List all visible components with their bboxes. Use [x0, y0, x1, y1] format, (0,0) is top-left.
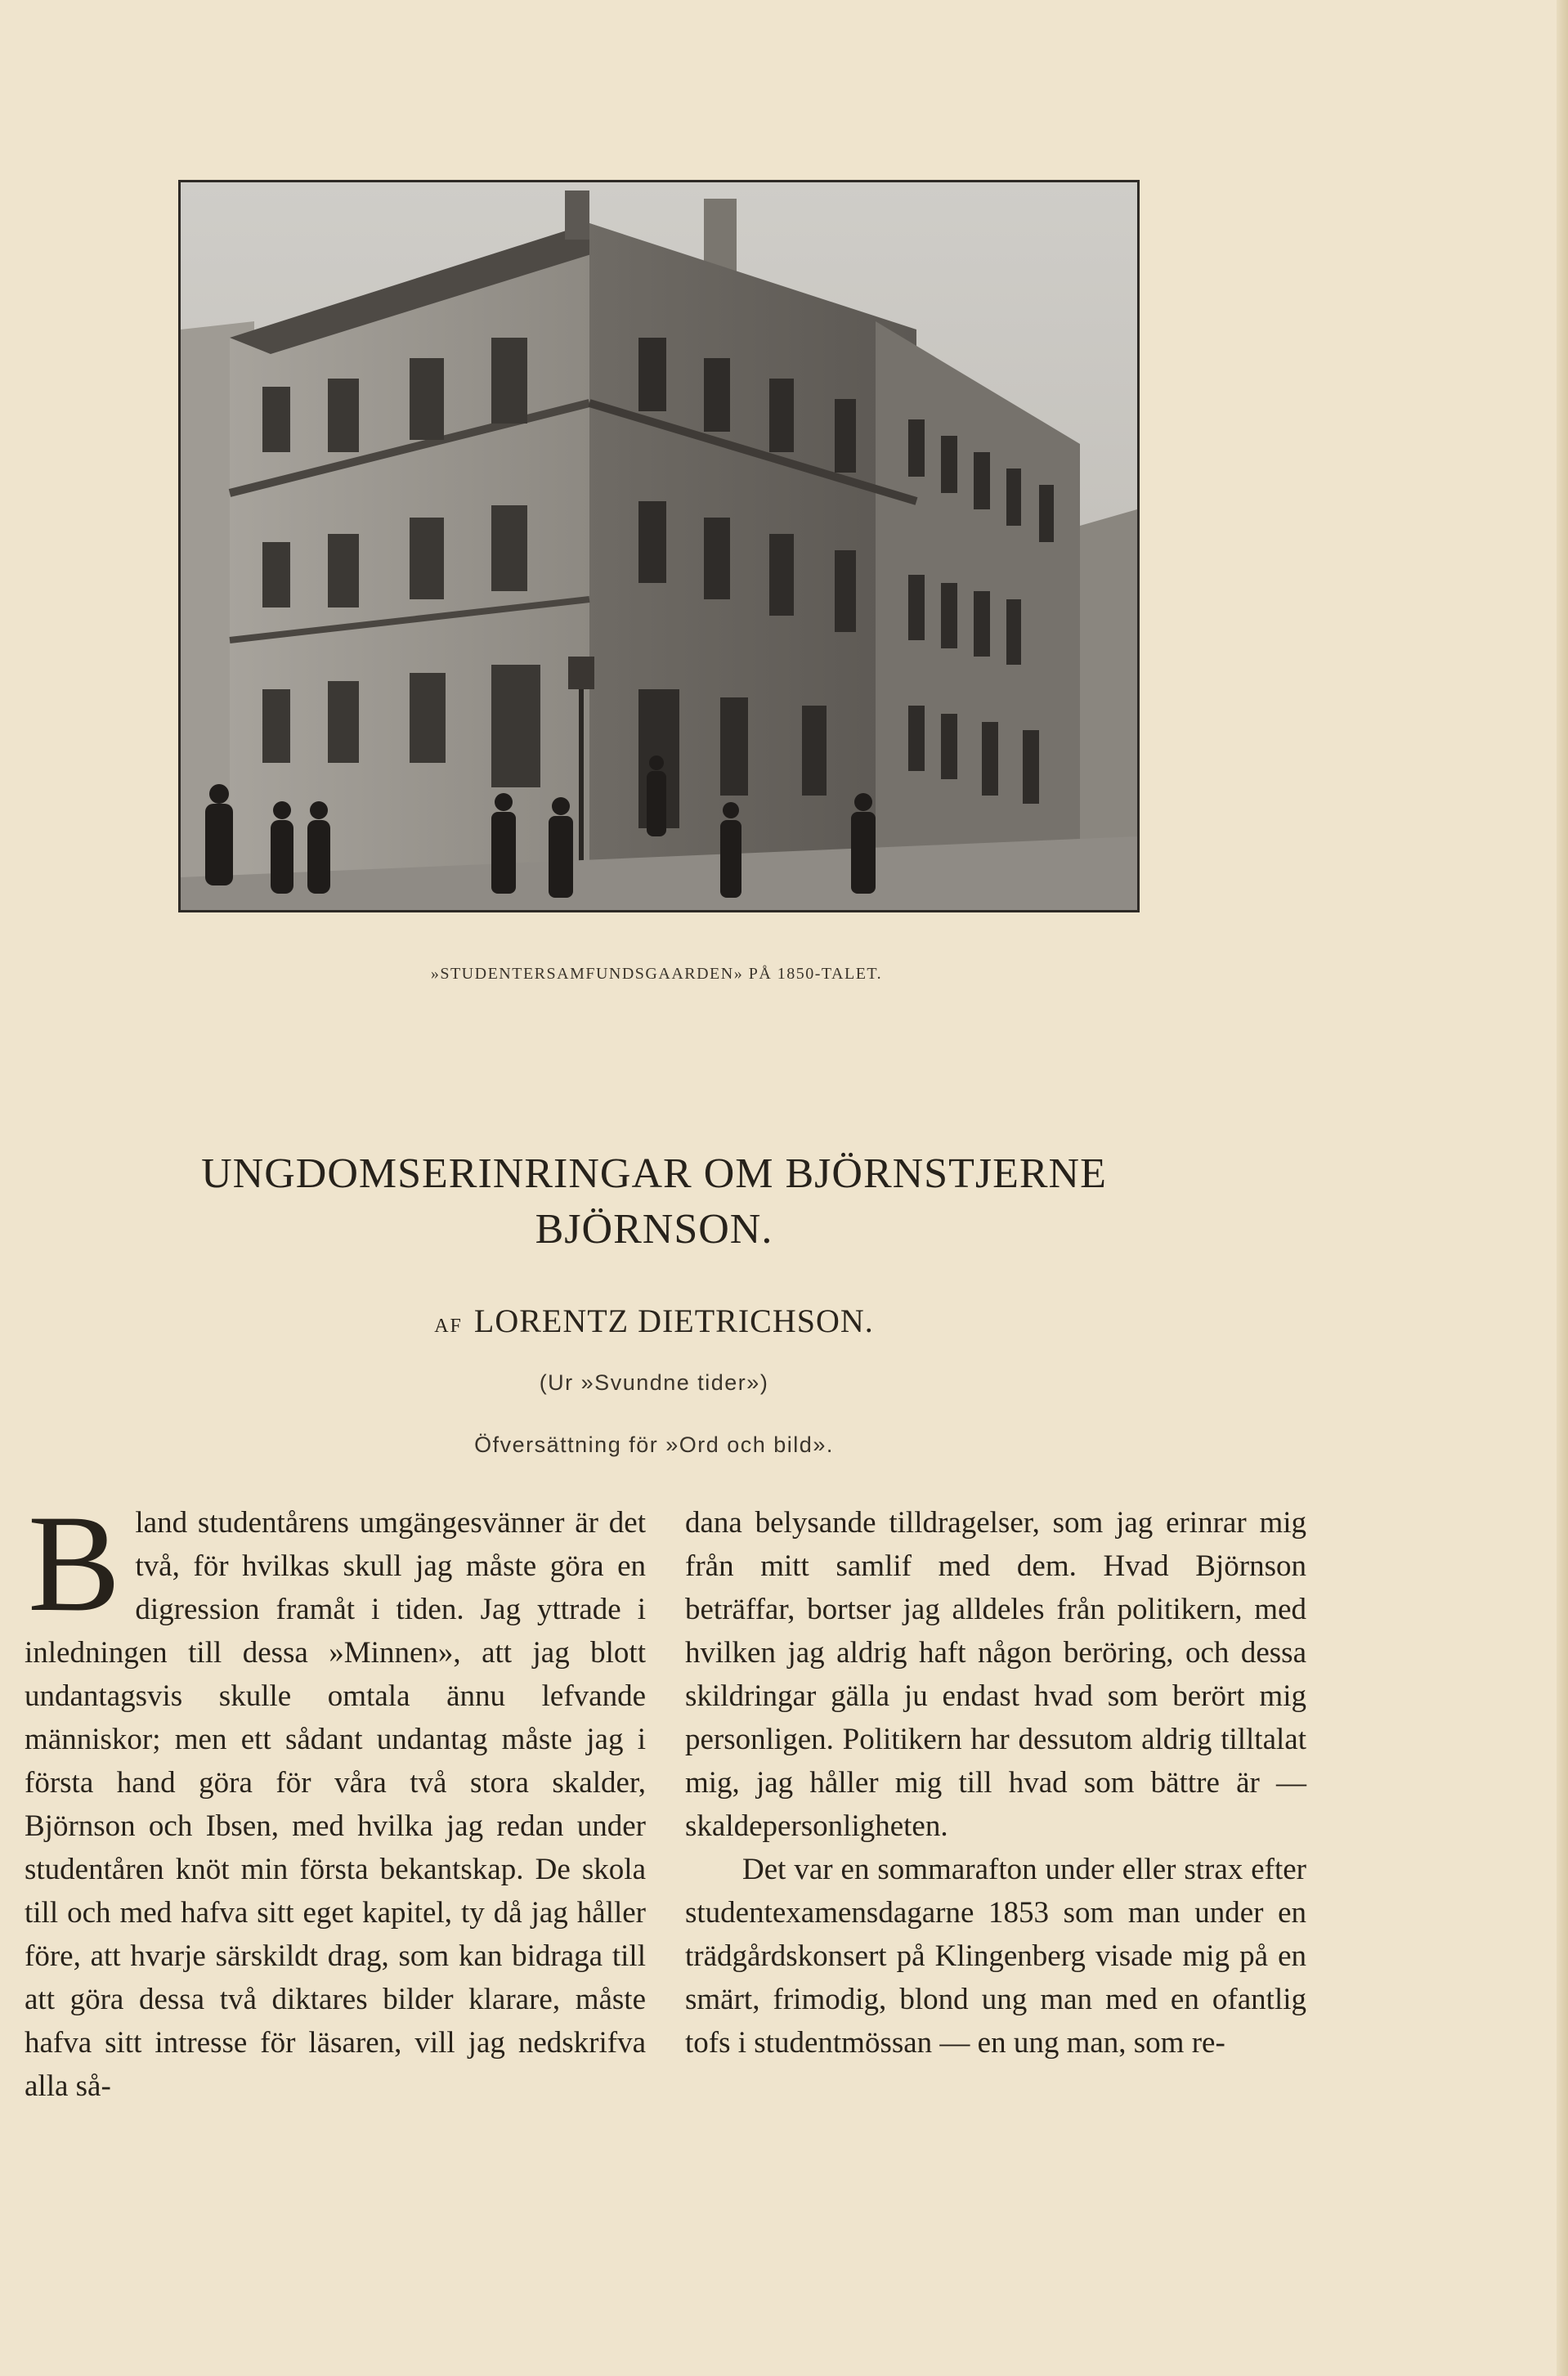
- left-column: [25, 1486, 646, 2108]
- source-note: (Ur »Svundne tider»): [539, 1370, 769, 1395]
- left-paragraph-text: land studentårens umgängesvänner är det två, för hvilkas skull jag måste göra en digression framåt i tiden. Jag yttrade i inledningen till dessa »Minnen», att jag blott undantagsvis skulle omtala ännu lefvande människor; men ett sådant undantag måste jag i första hand göra för våra två stora skalder, Björnson och Ibsen, med hvilka jag redan under studentåren knöt min första bekantskap. De skola till och med hafva sitt eget kapitel, ty då jag håller före, att hvarje särskildt drag, som kan bidraga till att göra dessa två diktares bilder klarare, måste hafva sitt intresse för läsaren, vill jag nedskrifva alla så-: [25, 1506, 646, 2103]
- article-title: UNGDOMSERINRINGAR OM BJÖRNSTJERNE BJÖRNSON.: [201, 1150, 1107, 1253]
- right-column: [685, 1501, 1306, 2064]
- photo-caption: »STUDENTERSAMFUNDSGAARDEN» PÅ 1850-TALET.: [430, 965, 883, 983]
- author-line: [123, 1302, 1185, 1340]
- author-prefix: AF: [434, 1316, 463, 1337]
- right-paragraph-2: Det var en sommarafton under eller strax efter studentexamensdagarne 1853 som man under en trädgårdskonsert på Klingenberg visade mig på en smärt, frimodig, blond ung man med en ofantlig tofs i studentmössan — en ung man, som re-: [685, 1853, 1306, 2060]
- building-photograph: [178, 180, 1140, 912]
- author-name: LORENTZ DIETRICHSON.: [473, 1302, 874, 1339]
- left-paragraph: [25, 1486, 646, 2108]
- translation-note: Öfversättning för »Ord och bild».: [474, 1432, 834, 1457]
- building-photograph-icon: [181, 182, 1137, 910]
- drop-cap: B: [28, 1486, 121, 1640]
- right-paragraph-1: dana belysande tilldragelser, som jag erinrar mig från mitt samlif med dem. Hvad Björnson beträffar, bortser jag alldeles från politikern, med hvilken jag aldrig haft någon beröring, och dessa skildringar gälla ju endast hvad som berört mig personligen. Politikern har dessutom aldrig tilltalat mig, jag håller mig till hvad som bättre är — skaldepersonligheten.: [685, 1506, 1306, 1843]
- page-edge: [1557, 0, 1568, 2376]
